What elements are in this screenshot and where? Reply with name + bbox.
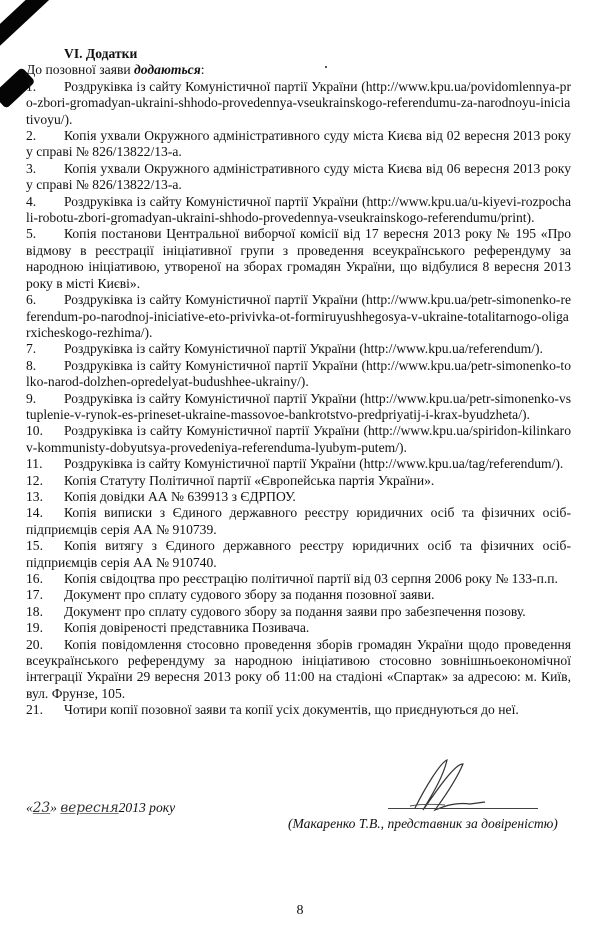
list-item: 17. Документ про сплату судового збору за подання позовної заяви. xyxy=(26,587,435,603)
appendix-section xyxy=(26,46,571,719)
intro-emphasis: додаються xyxy=(134,62,201,78)
list-item: 21. Чотири копії позовної заяви та копії усіх документів, що приєднуються до неї. xyxy=(26,702,519,718)
list-item: 5. Копія постанови Центральної виборчої комісії від 17 вересня 2013 року № 195 «Про відмову в реєстрації ініціативної групи з проведення всеукраїнського референдуму за народною ініціативою, утвореної на зборах громадян України, що відбулися 8 вересня 2013 року в місті Києві». xyxy=(26,226,571,291)
list-item: 9. Роздруківка із сайту Комуністичної партії України (http://www.kpu.ua/petr-simonenko-vstuplenie-v-rynok-es-prineset-ukraine-massovoe-bankrotstvo-predpriyatij-i-krax-byudzheta/). xyxy=(26,390,571,422)
list-item: 18. Документ про сплату судового збору за подання заяви про забезпечення позову. xyxy=(26,603,526,619)
list-item: 12. Копія Статуту Політичної партії «Європейська партія України». xyxy=(26,472,435,488)
signer-name: (Макаренко Т.В., представник за довіреністю) xyxy=(288,816,558,831)
list-item: 3. Копія ухвали Окружного адміністративного суду міста Києва від 06 вересня 2013 року у справі № 826/13822/13-а. xyxy=(26,160,571,193)
list-item: 6. Роздруківка із сайту Комуністичної партії України (http://www.kpu.ua/petr-simonenko-referendum-po-narodnoj-iniciative-eto-privivka-ot-formiruyushhegosya-v-ukraine-totalitarnogo-oligarxicheskogo-rezhima/). xyxy=(26,292,571,340)
signature-line xyxy=(388,808,538,809)
list-item: 4. Роздруківка із сайту Комуністичної партії України (http://www.kpu.ua/u-kiyevi-rozpochali-robotu-zbori-gromadyan-ukraini-shhodo-provedennya-vseukrainskogo-referendumu/print). xyxy=(26,193,571,226)
list-item: 11. Роздруківка із сайту Комуністичної партії України (http://www.kpu.ua/tag/referendum/). xyxy=(26,456,564,472)
handwritten-signature-icon xyxy=(385,758,495,818)
black-diagonal-mark xyxy=(0,0,90,52)
list-item: 10. Роздруківка із сайту Комуністичної партії України (http://www.kpu.ua/spiridon-kilinkarov-kommunisty-dobyutsya-provedeniya-referenduma-lyubym-putem/). xyxy=(26,423,571,455)
list-item: 19. Копія довіреності представника Позивача. xyxy=(26,620,310,636)
list-item: 2. Копія ухвали Окружного адміністративного суду міста Києва від 02 вересня 2013 року у справі № 826/13822/13-а. xyxy=(26,128,571,160)
signature-block xyxy=(0,770,600,850)
list-item: 14. Копія виписки з Єдиного державного реєстру юридичних осіб та фізичних осіб-підприємців серія АА № 910739. xyxy=(26,505,571,537)
list-item: 20. Копія повідомлення стосовно проведення зборів громадян України щодо проведення всеукраїнського референдуму за народною ініціативою стосовно зовнішньоекономічної інтеграції України 29 вересня 2013 року об 11:00 на стадіоні «Спартак» за адресою: м. Київ, вул. Фрунзе, 105. xyxy=(26,636,571,701)
handwritten-day: 23 xyxy=(32,800,51,816)
section-heading: VI. Додатки xyxy=(64,46,138,61)
handwritten-month: вересня xyxy=(60,800,119,816)
list-item: 8. Роздруківка із сайту Комуністичної партії України (http://www.kpu.ua/petr-simonenko-tolko-narod-dolzhen-opredelyat-budushhee-ukrainy/). xyxy=(26,357,571,390)
list-item: 13. Копія довідки АА № 639913 з ЄДРПОУ. xyxy=(26,488,296,504)
list-item: 16. Копія свідоцтва про реєстрацію політичної партії від 03 серпня 2006 року № 133-п.п. xyxy=(26,571,558,586)
page-number: 8 xyxy=(296,903,304,918)
list-item: 7. Роздруківка із сайту Комуністичної партії України (http://www.kpu.ua/referendum/). xyxy=(26,341,543,357)
list-item: 1. Роздруківка із сайту Комуністичної партії України (http://www.kpu.ua/povidomlennya-pro-zbori-gromadyan-ukraini-shhodo-provedennya-vseukrainskogo-referendumu-za-narodnoyu-iniciativoyu/). xyxy=(26,78,571,127)
section-intro: До позовної заяви додаються: xyxy=(26,62,205,78)
list-item: 15. Копія витягу з Єдиного державного реєстру юридичних осіб та фізичних осіб-підприємців серія АА № 910740. xyxy=(26,538,571,570)
signing-date: «23» вересня2013 року xyxy=(26,800,176,816)
